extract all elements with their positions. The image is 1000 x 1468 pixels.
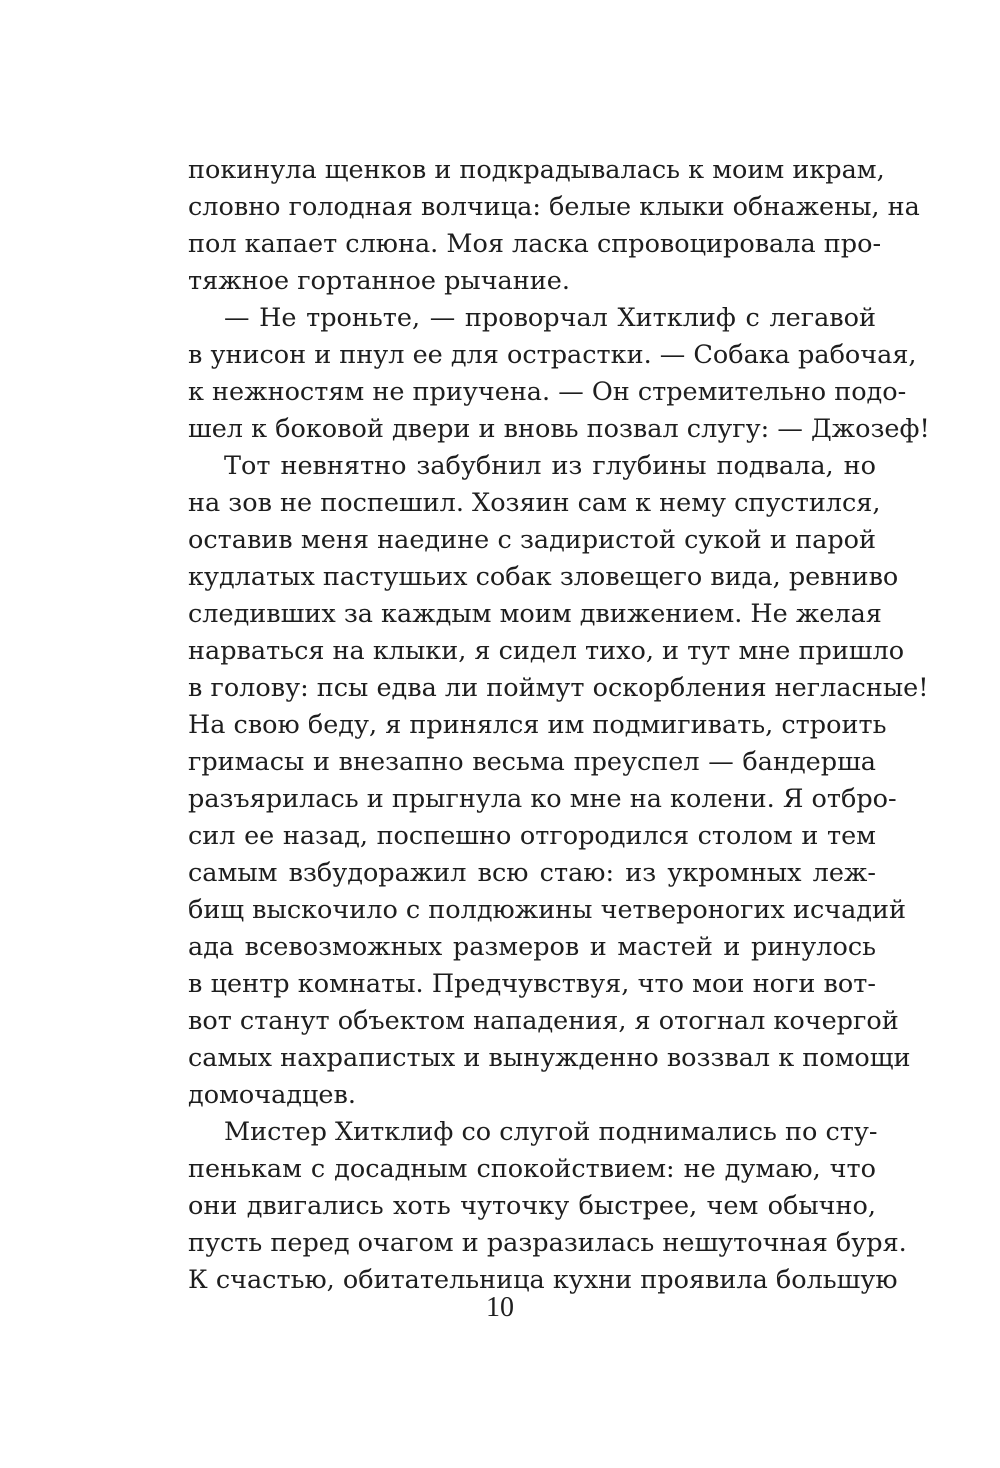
text-line: пенькам с досадным спокойствием: не думаю, что [188,1154,876,1184]
text-line: в унисон и пнул ее для острастки. — Собака рабочая, [188,340,917,370]
text-line: словно голодная волчица: белые клыки обнажены, на [188,192,920,222]
text-line: шел к боковой двери и вновь позвал слугу: — Джозеф! [188,414,930,444]
text-line: Тот невнятно забубнил из глубины подвала, но [224,451,876,481]
text-line: самых нахрапистых и вынужденно воззвал к помощи [188,1043,911,1073]
text-line: пол капает слюна. Моя ласка спровоцировала про- [188,229,882,259]
text-line: сил ее назад, поспешно отгородился столом и тем [188,821,876,851]
text-line: в центр комнаты. Предчувствуя, что мои ноги вот- [188,969,876,999]
text-line: пусть перед очагом и разразилась нешуточная буря. [188,1228,907,1258]
text-line: в голову: псы едва ли поймут оскорбления негласные! [188,673,929,703]
text-line: на зов не поспешил. Хозяин сам к нему спустился, [188,488,881,518]
text-line: покинула щенков и подкрадывалась к моим икрам, [188,155,885,185]
text-line: нарваться на клыки, я сидел тихо, и тут мне пришло [188,636,905,666]
text-line: они двигались хоть чуточку быстрее, чем обычно, [188,1191,876,1221]
text-line: гримасы и внезапно весьма преуспел — бандерша [188,747,876,777]
text-line: Мистер Хитклиф со слугой поднимались по сту- [224,1117,878,1147]
text-line: следивших за каждым моим движением. Не желая [188,599,882,629]
text-line: — Не троньте, — проворчал Хитклиф с легавой [224,303,876,333]
text-line: кудлатых пастушьих собак зловещего вида, ревниво [188,562,899,592]
text-line: На свою беду, я принялся им подмигивать, строить [188,710,887,740]
text-line: бищ выскочило с полдюжины четвероногих исчадий [188,895,906,925]
text-line: самым взбудоражил всю стаю: из укромных леж- [188,858,876,888]
text-line: оставив меня наедине с задиристой сукой и парой [188,525,876,555]
text-line: к нежностям не приучена. — Он стремительно подо- [188,377,907,407]
text-line: ада всевозможных размеров и мастей и ринулось [188,932,876,962]
text-line: домочадцев. [188,1080,356,1110]
body-text [188,152,930,1299]
page-number: 10 [486,1292,514,1323]
text-line: К счастью, обитательница кухни проявила большую [188,1265,898,1295]
text-line: вот станут объектом нападения, я отогнал кочергой [188,1006,899,1036]
text-line: тяжное гортанное рычание. [188,266,570,296]
text-line: разъярилась и прыгнула ко мне на колени. Я отбро- [188,784,897,814]
